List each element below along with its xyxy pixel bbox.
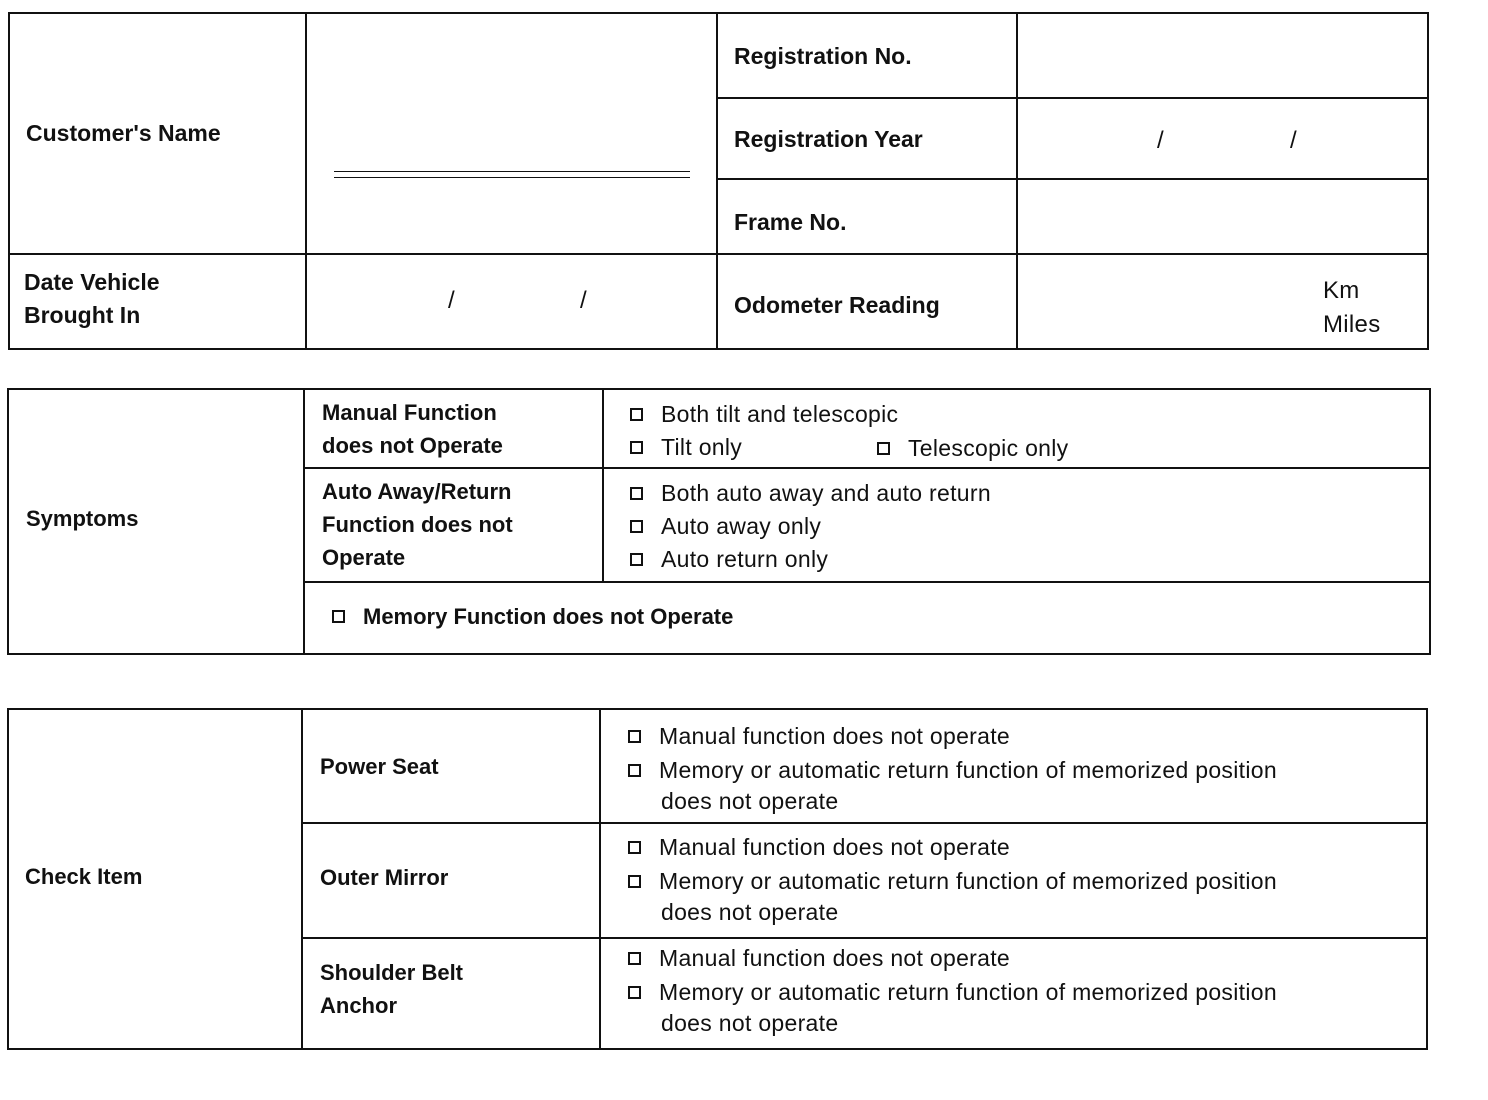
checkbox[interactable]: [630, 408, 643, 421]
option-manual-function[interactable]: [628, 942, 1010, 975]
option-label: Memory or automatic return function of memorized position: [659, 979, 1277, 1005]
checkbox[interactable]: [630, 487, 643, 500]
option-label: Both auto away and auto return: [661, 480, 991, 506]
customer-name-label: Customer's Name: [26, 120, 221, 146]
check-item-name-line1: Shoulder Belt: [320, 960, 464, 985]
auto-label-line3: Operate: [322, 545, 406, 570]
date-label-line1: Date Vehicle: [24, 269, 160, 295]
divider: [301, 822, 1428, 824]
option-both-tilt-telescopic[interactable]: [630, 398, 898, 431]
check-item-name: Power Seat: [320, 754, 439, 779]
checkbox[interactable]: [628, 875, 641, 888]
option-label: Telescopic only: [908, 435, 1069, 461]
check-item-name: Outer Mirror: [320, 865, 449, 890]
symptoms-label: Symptoms: [26, 506, 139, 531]
checkbox[interactable]: [628, 841, 641, 854]
divider: [1016, 12, 1018, 350]
odometer-reading-label: Odometer Reading: [734, 292, 940, 318]
checkbox[interactable]: [630, 520, 643, 533]
option-auto-return-only[interactable]: [630, 543, 828, 576]
odometer-unit-miles: Miles: [1323, 311, 1381, 338]
divider: [301, 937, 1428, 939]
manual-function-label: [322, 396, 503, 462]
option-memory-function[interactable]: [332, 600, 733, 633]
option-auto-away-only[interactable]: [630, 510, 821, 543]
customer-name-field[interactable]: [310, 16, 714, 251]
manual-label-line2: does not Operate: [322, 433, 503, 458]
checkbox[interactable]: [332, 610, 345, 623]
option-memory-return[interactable]: [628, 754, 1277, 787]
odometer-reading-field[interactable]: [1020, 257, 1426, 347]
divider: [716, 12, 718, 350]
date-brought-in-label: [24, 266, 160, 332]
odometer-unit-km: Km: [1323, 277, 1360, 304]
frame-no-field[interactable]: [1020, 182, 1426, 252]
divider: [303, 467, 1431, 469]
manual-label-line1: Manual Function: [322, 400, 497, 425]
option-both-auto[interactable]: [630, 477, 991, 510]
option-label-continued: does not operate: [661, 899, 839, 925]
checkbox[interactable]: [628, 730, 641, 743]
option-manual-function[interactable]: [628, 720, 1010, 753]
option-telescopic-only[interactable]: [877, 432, 1068, 465]
registration-no-field[interactable]: [1020, 16, 1426, 96]
divider: [716, 97, 1429, 99]
checkbox[interactable]: [630, 553, 643, 566]
checkbox[interactable]: [877, 442, 890, 455]
divider: [303, 581, 1431, 583]
option-manual-function[interactable]: [628, 831, 1010, 864]
name-underline: [334, 177, 690, 178]
divider: [305, 12, 307, 350]
option-tilt-only[interactable]: [630, 431, 742, 464]
check-item-name: [320, 956, 463, 1022]
divider: [602, 388, 604, 581]
divider: [8, 253, 1429, 255]
name-underline: [334, 171, 690, 172]
option-label: Manual function does not operate: [659, 723, 1011, 749]
option-label: Memory or automatic return function of memorized position: [659, 757, 1277, 783]
registration-year-label: Registration Year: [734, 126, 923, 152]
date-brought-in-field[interactable]: [310, 257, 714, 347]
option-label: Memory Function does not Operate: [363, 604, 734, 629]
check-item-label: Check Item: [25, 864, 143, 889]
option-label: Memory or automatic return function of memorized position: [659, 868, 1277, 894]
option-label: Tilt only: [661, 434, 743, 460]
option-memory-return[interactable]: [628, 865, 1277, 898]
option-label-continued: does not operate: [661, 788, 839, 814]
auto-label-line1: Auto Away/Return: [322, 479, 512, 504]
date-separator: /: [448, 287, 455, 314]
option-label: Both tilt and telescopic: [661, 401, 899, 427]
auto-function-label: [322, 475, 513, 574]
date-separator: /: [1290, 127, 1297, 154]
check-item-name-line2: Anchor: [320, 993, 397, 1018]
divider: [301, 708, 303, 1050]
checkbox[interactable]: [628, 764, 641, 777]
registration-no-label: Registration No.: [734, 43, 912, 69]
option-label: Auto away only: [661, 513, 822, 539]
frame-no-label: Frame No.: [734, 209, 847, 235]
divider: [599, 708, 601, 1050]
date-separator: /: [1157, 127, 1164, 154]
option-label: Manual function does not operate: [659, 834, 1011, 860]
option-memory-return[interactable]: [628, 976, 1277, 1009]
checkbox[interactable]: [630, 441, 643, 454]
checkbox[interactable]: [628, 986, 641, 999]
divider: [303, 388, 305, 655]
date-label-line2: Brought In: [24, 302, 141, 328]
auto-label-line2: Function does not: [322, 512, 513, 537]
date-separator: /: [580, 287, 587, 314]
checkbox[interactable]: [628, 952, 641, 965]
registration-year-field[interactable]: [1020, 101, 1426, 177]
option-label-continued: does not operate: [661, 1010, 839, 1036]
option-label: Manual function does not operate: [659, 945, 1011, 971]
option-label: Auto return only: [661, 546, 829, 572]
divider: [716, 178, 1429, 180]
